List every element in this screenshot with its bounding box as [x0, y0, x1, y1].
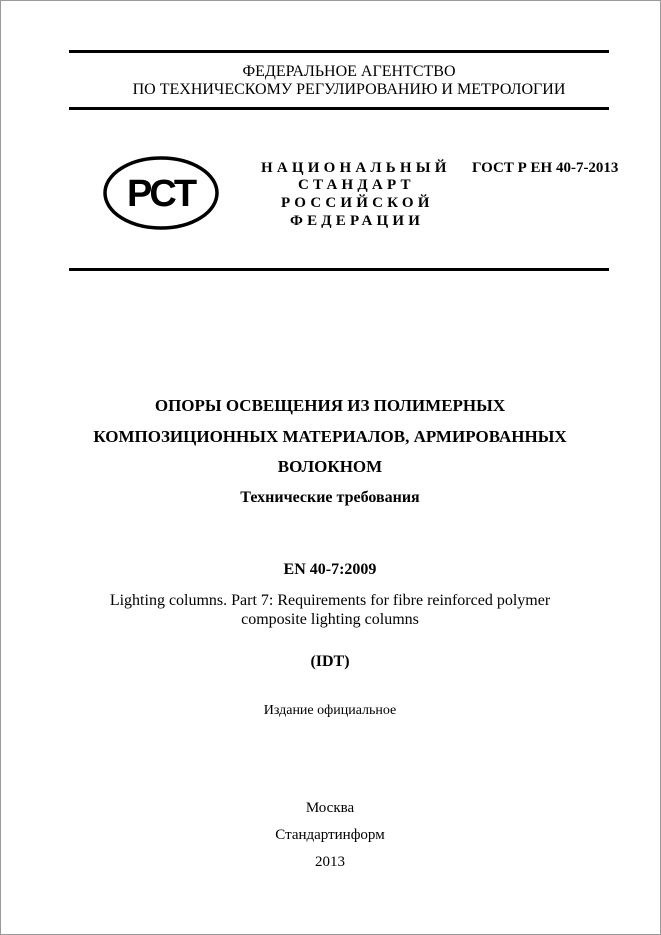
imprint-year: 2013 [315, 854, 345, 870]
en-standard-title-line-1: Lighting columns. Part 7: Requirements for fibre reinforced polymer [109, 592, 551, 609]
header-bottom-rule [69, 268, 609, 271]
idt-marker: (IDT) [310, 653, 350, 670]
imprint-city: Москва [305, 800, 355, 816]
top-rule [69, 50, 609, 53]
standard-label-line-1: НАЦИОНАЛЬНЫЙ [261, 160, 451, 176]
title-subtitle: Технические требования [240, 489, 420, 506]
en-standard-title-line-2: composite lighting columns [241, 611, 419, 628]
en-standard-code: EN 40-7:2009 [283, 561, 377, 578]
title-line-3: ВОЛОКНОМ [277, 457, 383, 476]
gost-number: ГОСТ Р ЕН 40-7-2013 [472, 160, 619, 176]
standard-label-line-4: ФЕДЕРАЦИИ [290, 213, 425, 229]
title-line-1: ОПОРЫ ОСВЕЩЕНИЯ ИЗ ПОЛИМЕРНЫХ [154, 396, 506, 415]
gost-r-logo [102, 155, 220, 231]
agency-line-1: ФЕДЕРАЛЬНОЕ АГЕНТСТВО [242, 63, 456, 80]
standard-label-line-2: СТАНДАРТ [298, 177, 415, 193]
agency-line-2: ПО ТЕХНИЧЕСКОМУ РЕГУЛИРОВАНИЮ И МЕТРОЛОГИИ [132, 81, 566, 98]
standard-label-line-3: РОССИЙСКОЙ [281, 195, 434, 211]
agency-bottom-rule [69, 107, 609, 110]
edition-label: Издание официальное [263, 703, 397, 718]
imprint-publisher: Стандартинформ [275, 827, 385, 843]
gost-r-logo-text: РСТ [126, 173, 196, 215]
title-line-2: КОМПОЗИЦИОННЫХ МАТЕРИАЛОВ, АРМИРОВАННЫХ [93, 427, 567, 446]
